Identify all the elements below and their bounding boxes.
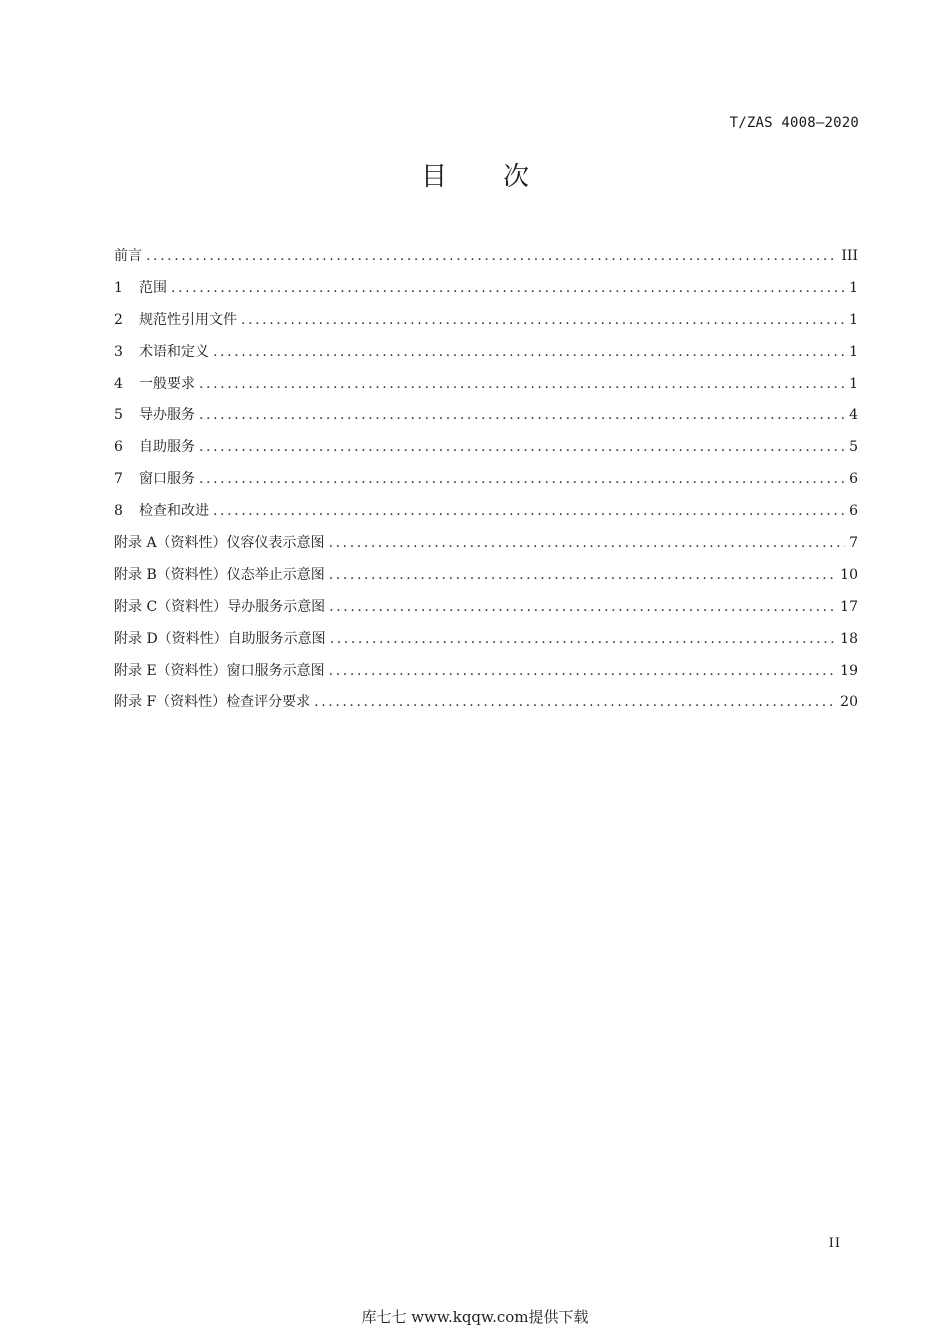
toc-entry-terms-definitions[interactable] — [114, 337, 858, 369]
toc-entry-page: 6 — [849, 503, 858, 520]
toc-entry-page: 18 — [840, 630, 858, 647]
toc-entry-label: 附录 A（资料性）仪容仪表示意图 — [114, 535, 325, 552]
toc-title — [0, 156, 950, 193]
toc-leader-dots — [241, 305, 845, 337]
toc-entry-label: 规范性引用文件 — [139, 311, 237, 328]
toc-leader-dots — [329, 656, 837, 688]
toc-entry-label: 前言 — [114, 248, 142, 264]
toc-entry-label: 自助服务 — [139, 439, 195, 456]
document-code: T/ZAS 4008—2020 — [729, 115, 859, 131]
toc-leader-dots — [213, 337, 845, 369]
toc-entry-page: 1 — [849, 375, 858, 392]
toc-entry-window-service[interactable] — [114, 464, 858, 496]
toc-leader-dots — [314, 687, 836, 719]
toc-entry-number: 8 — [114, 503, 123, 520]
toc-entry-label: 术语和定义 — [139, 343, 209, 360]
toc-entry-label: 附录 B（资料性）仪态举止示意图 — [114, 566, 325, 583]
toc-entry-number: 3 — [114, 343, 123, 360]
toc-entry-number: 5 — [114, 407, 123, 424]
toc-entry-self-service[interactable] — [114, 432, 858, 464]
toc-leader-dots — [199, 432, 845, 464]
download-watermark: 库七七 www.kqqw.com提供下载 — [361, 1308, 589, 1326]
toc-entry-page: 4 — [849, 407, 858, 424]
toc-title-char-1: 目 — [420, 162, 447, 192]
toc-leader-dots — [199, 400, 845, 432]
toc-leader-dots — [146, 241, 837, 273]
toc-entry-page: 1 — [849, 343, 858, 360]
toc-entry-guidance-service[interactable] — [114, 400, 858, 432]
toc-entry-label: 窗口服务 — [139, 471, 195, 488]
toc-leader-dots — [330, 624, 836, 656]
toc-entry-label: 一般要求 — [139, 375, 195, 392]
toc-entry-number: 4 — [114, 375, 123, 392]
toc-leader-dots — [329, 560, 836, 592]
toc-entry-page: 1 — [849, 279, 858, 296]
toc-entry-normative-references[interactable] — [114, 305, 858, 337]
toc-entry-scope[interactable] — [114, 273, 858, 305]
toc-entry-label: 附录 C（资料性）导办服务示意图 — [114, 598, 326, 615]
toc-entry-number: 1 — [114, 279, 123, 296]
toc-entry-inspection-improvement[interactable] — [114, 496, 858, 528]
toc-leader-dots — [213, 496, 845, 528]
toc-leader-dots — [199, 464, 845, 496]
toc-entry-page: 6 — [849, 471, 858, 488]
toc-entry-appendix-f[interactable] — [114, 687, 858, 719]
toc-entry-appendix-a[interactable] — [114, 528, 858, 560]
toc-entry-page: 7 — [849, 535, 858, 552]
toc-entry-appendix-e[interactable] — [114, 656, 858, 688]
toc-leader-dots — [329, 592, 836, 624]
toc-entry-label: 范围 — [139, 279, 167, 296]
toc-entry-foreword[interactable] — [114, 241, 858, 273]
toc-leader-dots — [199, 369, 845, 401]
page-number: II — [828, 1236, 841, 1251]
toc-entry-label: 导办服务 — [139, 407, 195, 424]
toc-entry-appendix-c[interactable] — [114, 592, 858, 624]
table-of-contents — [114, 241, 858, 719]
toc-entry-label: 附录 F（资料性）检查评分要求 — [114, 694, 311, 711]
toc-leader-dots — [329, 528, 846, 560]
toc-entry-page: 20 — [840, 694, 858, 711]
toc-title-char-2: 次 — [503, 162, 530, 192]
toc-entry-number: 6 — [114, 439, 123, 456]
toc-entry-number: 7 — [114, 471, 123, 488]
toc-leader-dots — [171, 273, 845, 305]
toc-entry-page: 10 — [840, 566, 858, 583]
toc-entry-page: 5 — [849, 439, 858, 456]
toc-entry-appendix-d[interactable] — [114, 624, 858, 656]
toc-entry-label: 检查和改进 — [139, 503, 209, 520]
toc-entry-page: 17 — [840, 598, 858, 615]
toc-entry-label: 附录 E（资料性）窗口服务示意图 — [114, 662, 325, 679]
toc-entry-label: 附录 D（资料性）自助服务示意图 — [114, 630, 326, 647]
toc-entry-page: 1 — [849, 311, 858, 328]
toc-entry-number: 2 — [114, 311, 123, 328]
toc-entry-page: 19 — [840, 662, 858, 679]
toc-entry-appendix-b[interactable] — [114, 560, 858, 592]
toc-entry-general-requirements[interactable] — [114, 369, 858, 401]
toc-entry-page: III — [841, 248, 858, 264]
